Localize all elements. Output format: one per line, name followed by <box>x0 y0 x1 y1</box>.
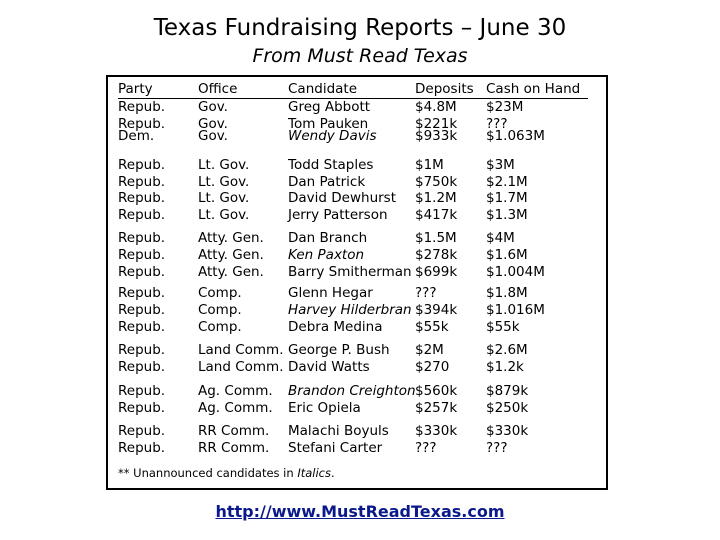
cell-deposits: $221k <box>415 116 458 132</box>
cell-office: Lt. Gov. <box>198 174 250 190</box>
cell-party: Repub. <box>118 174 166 190</box>
website-link[interactable]: http://www.MustReadTexas.com <box>215 502 505 521</box>
cell-office: Gov. <box>198 99 228 115</box>
table-row <box>118 302 588 319</box>
cell-office: Lt. Gov. <box>198 190 250 206</box>
cell-party: Repub. <box>118 190 166 206</box>
cell-office: Ag. Comm. <box>198 383 273 399</box>
cell-office: Lt. Gov. <box>198 207 250 223</box>
cell-candidate: Wendy Davis <box>288 128 377 144</box>
table-row <box>118 319 588 336</box>
cell-deposits: $4.8M <box>415 99 457 115</box>
cell-cash-on-hand: $1.7M <box>486 190 528 206</box>
cell-candidate: Tom Pauken <box>288 116 369 132</box>
cell-deposits: $394k <box>415 302 458 318</box>
cell-cash-on-hand: ??? <box>486 440 508 456</box>
cell-deposits: $257k <box>415 400 458 416</box>
cell-cash-on-hand: $2.6M <box>486 342 528 358</box>
cell-candidate: Barry Smitherman <box>288 264 412 280</box>
cell-cash-on-hand: $1.8M <box>486 285 528 301</box>
header-office: Office <box>198 81 238 97</box>
table-row <box>118 359 588 376</box>
cell-candidate: George P. Bush <box>288 342 390 358</box>
cell-office: Ag. Comm. <box>198 400 273 416</box>
table-row <box>118 207 588 224</box>
cell-candidate: Debra Medina <box>288 319 383 335</box>
footnote-prefix: ** Unannounced candidates in <box>118 466 298 480</box>
cell-candidate: Brandon Creighton <box>288 383 416 399</box>
cell-deposits: $1.2M <box>415 190 457 206</box>
cell-candidate: Todd Staples <box>288 157 374 173</box>
cell-office: Atty. Gen. <box>198 230 264 246</box>
cell-party: Repub. <box>118 264 166 280</box>
cell-office: Comp. <box>198 302 242 318</box>
cell-cash-on-hand: $1.3M <box>486 207 528 223</box>
cell-deposits: $560k <box>415 383 458 399</box>
cell-cash-on-hand: $3M <box>486 157 515 173</box>
table-row <box>118 247 588 264</box>
cell-candidate: Ken Paxton <box>288 247 365 263</box>
cell-candidate: Harvey Hilderbran <box>288 302 412 318</box>
cell-candidate: Dan Branch <box>288 230 368 246</box>
cell-cash-on-hand: $1.2k <box>486 359 524 375</box>
cell-candidate: Glenn Hegar <box>288 285 373 301</box>
cell-party: Repub. <box>118 319 166 335</box>
header-cash-on-hand: Cash on Hand <box>486 81 581 97</box>
table-row <box>118 174 588 191</box>
cell-office: RR Comm. <box>198 440 270 456</box>
cell-candidate: Malachi Boyuls <box>288 423 389 439</box>
cell-deposits: $1.5M <box>415 230 457 246</box>
table-row <box>118 383 588 400</box>
cell-office: Land Comm. <box>198 342 284 358</box>
cell-candidate: Dan Patrick <box>288 174 366 190</box>
cell-candidate: Stefani Carter <box>288 440 383 456</box>
cell-party: Repub. <box>118 99 166 115</box>
cell-office: Comp. <box>198 319 242 335</box>
cell-office: Gov. <box>198 116 228 132</box>
cell-cash-on-hand: $879k <box>486 383 529 399</box>
fundraising-table <box>106 75 608 490</box>
table-row <box>118 342 588 359</box>
table-row <box>118 400 588 417</box>
page-title: Texas Fundraising Reports – June 30 <box>153 15 567 41</box>
table-row <box>118 128 588 145</box>
table-row <box>118 440 588 457</box>
table-row <box>118 264 588 281</box>
cell-deposits: ??? <box>415 440 437 456</box>
cell-deposits: $750k <box>415 174 458 190</box>
cell-deposits: ??? <box>415 285 437 301</box>
cell-party: Repub. <box>118 400 166 416</box>
cell-party: Repub. <box>118 342 166 358</box>
cell-cash-on-hand: $250k <box>486 400 529 416</box>
cell-cash-on-hand: $55k <box>486 319 520 335</box>
cell-party: Repub. <box>118 157 166 173</box>
cell-cash-on-hand: $1.6M <box>486 247 528 263</box>
cell-party: Repub. <box>118 285 166 301</box>
cell-deposits: $417k <box>415 207 458 223</box>
cell-cash-on-hand: $23M <box>486 99 524 115</box>
cell-deposits: $1M <box>415 157 444 173</box>
header-party: Party <box>118 81 153 97</box>
cell-deposits: $2M <box>415 342 444 358</box>
cell-party: Repub. <box>118 440 166 456</box>
table-row <box>118 190 588 207</box>
table-header <box>118 81 588 99</box>
cell-office: Land Comm. <box>198 359 284 375</box>
header-deposits: Deposits <box>415 81 474 97</box>
page-subtitle: From Must Read Texas <box>252 45 468 67</box>
table-row <box>118 157 588 174</box>
cell-cash-on-hand: $1.016M <box>486 302 545 318</box>
cell-office: Comp. <box>198 285 242 301</box>
cell-candidate: Eric Opiela <box>288 400 361 416</box>
table-row <box>118 423 588 440</box>
cell-party: Repub. <box>118 116 166 132</box>
cell-cash-on-hand: ??? <box>486 116 508 132</box>
cell-candidate: Jerry Patterson <box>288 207 388 223</box>
cell-office: Atty. Gen. <box>198 264 264 280</box>
cell-cash-on-hand: $330k <box>486 423 529 439</box>
cell-deposits: $699k <box>415 264 458 280</box>
cell-party: Dem. <box>118 128 155 144</box>
cell-cash-on-hand: $4M <box>486 230 515 246</box>
cell-office: RR Comm. <box>198 423 270 439</box>
cell-party: Repub. <box>118 423 166 439</box>
cell-deposits: $270 <box>415 359 450 375</box>
table-row <box>118 99 588 116</box>
cell-party: Repub. <box>118 230 166 246</box>
cell-party: Repub. <box>118 359 166 375</box>
table-row <box>118 230 588 247</box>
footnote-suffix: . <box>330 466 335 480</box>
cell-office: Lt. Gov. <box>198 157 250 173</box>
cell-candidate: David Dewhurst <box>288 190 396 206</box>
cell-cash-on-hand: $1.004M <box>486 264 545 280</box>
cell-cash-on-hand: $2.1M <box>486 174 528 190</box>
cell-party: Repub. <box>118 247 166 263</box>
cell-party: Repub. <box>118 207 166 223</box>
footnote <box>118 466 335 480</box>
cell-office: Atty. Gen. <box>198 247 264 263</box>
cell-party: Repub. <box>118 302 166 318</box>
header-candidate: Candidate <box>288 81 358 97</box>
footnote-emphasis: Italics <box>297 466 331 480</box>
cell-cash-on-hand: $1.063M <box>486 128 545 144</box>
cell-candidate: Greg Abbott <box>288 99 371 115</box>
cell-office: Gov. <box>198 128 228 144</box>
cell-deposits: $330k <box>415 423 458 439</box>
cell-deposits: $933k <box>415 128 458 144</box>
cell-party: Repub. <box>118 383 166 399</box>
table-row <box>118 285 588 302</box>
cell-deposits: $55k <box>415 319 449 335</box>
cell-candidate: David Watts <box>288 359 370 375</box>
cell-deposits: $278k <box>415 247 458 263</box>
